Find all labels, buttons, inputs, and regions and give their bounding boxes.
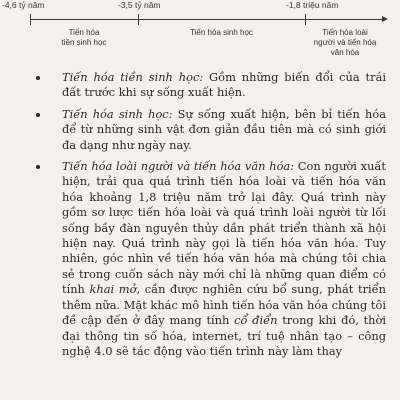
bullet-text: Con người xuất hiện, trải qua quá trình tiến hóa loài và tiến hóa văn hóa khoảng 1,8 triệu năm trở lại đây. Quá trình này gồm sơ lược tiến hóa loài và quá trình loài người từ lối sống bầy đàn nguyên thủy dần phát triển thành xã hội hiện nay. Quá trình này gọi là tiến hóa văn hóa. Tuy nhiên, góc nhìn về tiến hóa văn hóa mà chúng tôi chia sẻ trong cuốn sách này mới chỉ là những quan điểm có tính	[62, 159, 386, 297]
timeline-mark: -3,5 tỷ năm	[118, 0, 161, 10]
list-item	[36, 107, 386, 153]
timeline-segment: Tiến hóa loài người và tiến hóa văn hóa	[313, 28, 377, 57]
timeline-tick	[138, 14, 139, 25]
bullet-text: Sự sống xuất hiện, bên bỉ tiến hóa để từ những sinh vật đơn giản đầu tiên mà có sinh giới đa dạng như ngày nay.	[62, 106, 386, 152]
emphasis-text: cổ điển	[234, 313, 278, 328]
timeline-mark: -1,8 triệu năm	[286, 0, 339, 10]
bullet-icon	[36, 113, 40, 117]
timeline-tick	[30, 14, 31, 25]
bullet-text: , cần được nghiên cứu bổ sung, phát triển thêm nữa. Mặt khác mô hình tiến hóa văn hóa chúng tôi đề cập đến ở đây mang tính	[62, 282, 386, 328]
timeline-tick	[305, 14, 306, 25]
bullet-icon	[36, 165, 40, 169]
bullet-term: Tiến hóa tiền sinh học:	[62, 70, 204, 84]
bullet-text: Gồm những biến đổi của trái đất trước khi sự sống xuất hiện.	[62, 70, 386, 100]
bullet-icon	[36, 76, 40, 80]
list-item	[36, 159, 386, 359]
timeline-mark: -4,6 tỷ năm	[2, 0, 45, 10]
bullet-text: trong khi đó, thời đại thông tin số hóa, internet, trí tuệ nhân tạo – công nghệ 4.0 sẽ tác động vào tiến trình này làm thay	[62, 313, 386, 358]
bullet-term: Tiến hóa sinh học:	[62, 106, 173, 121]
timeline-axis	[30, 19, 384, 20]
arrow-right-icon	[382, 16, 388, 22]
evolution-timeline	[0, 0, 400, 64]
timeline-segment: Tiến hóa tiền sinh học	[61, 28, 107, 47]
bullet-term: Tiến hóa loài người và tiến hóa văn hóa:	[62, 159, 295, 174]
timeline-segment: Tiến hóa sinh học	[190, 28, 253, 37]
page-body	[36, 70, 386, 365]
emphasis-text: khai mở	[89, 282, 137, 297]
list-item	[36, 70, 386, 101]
